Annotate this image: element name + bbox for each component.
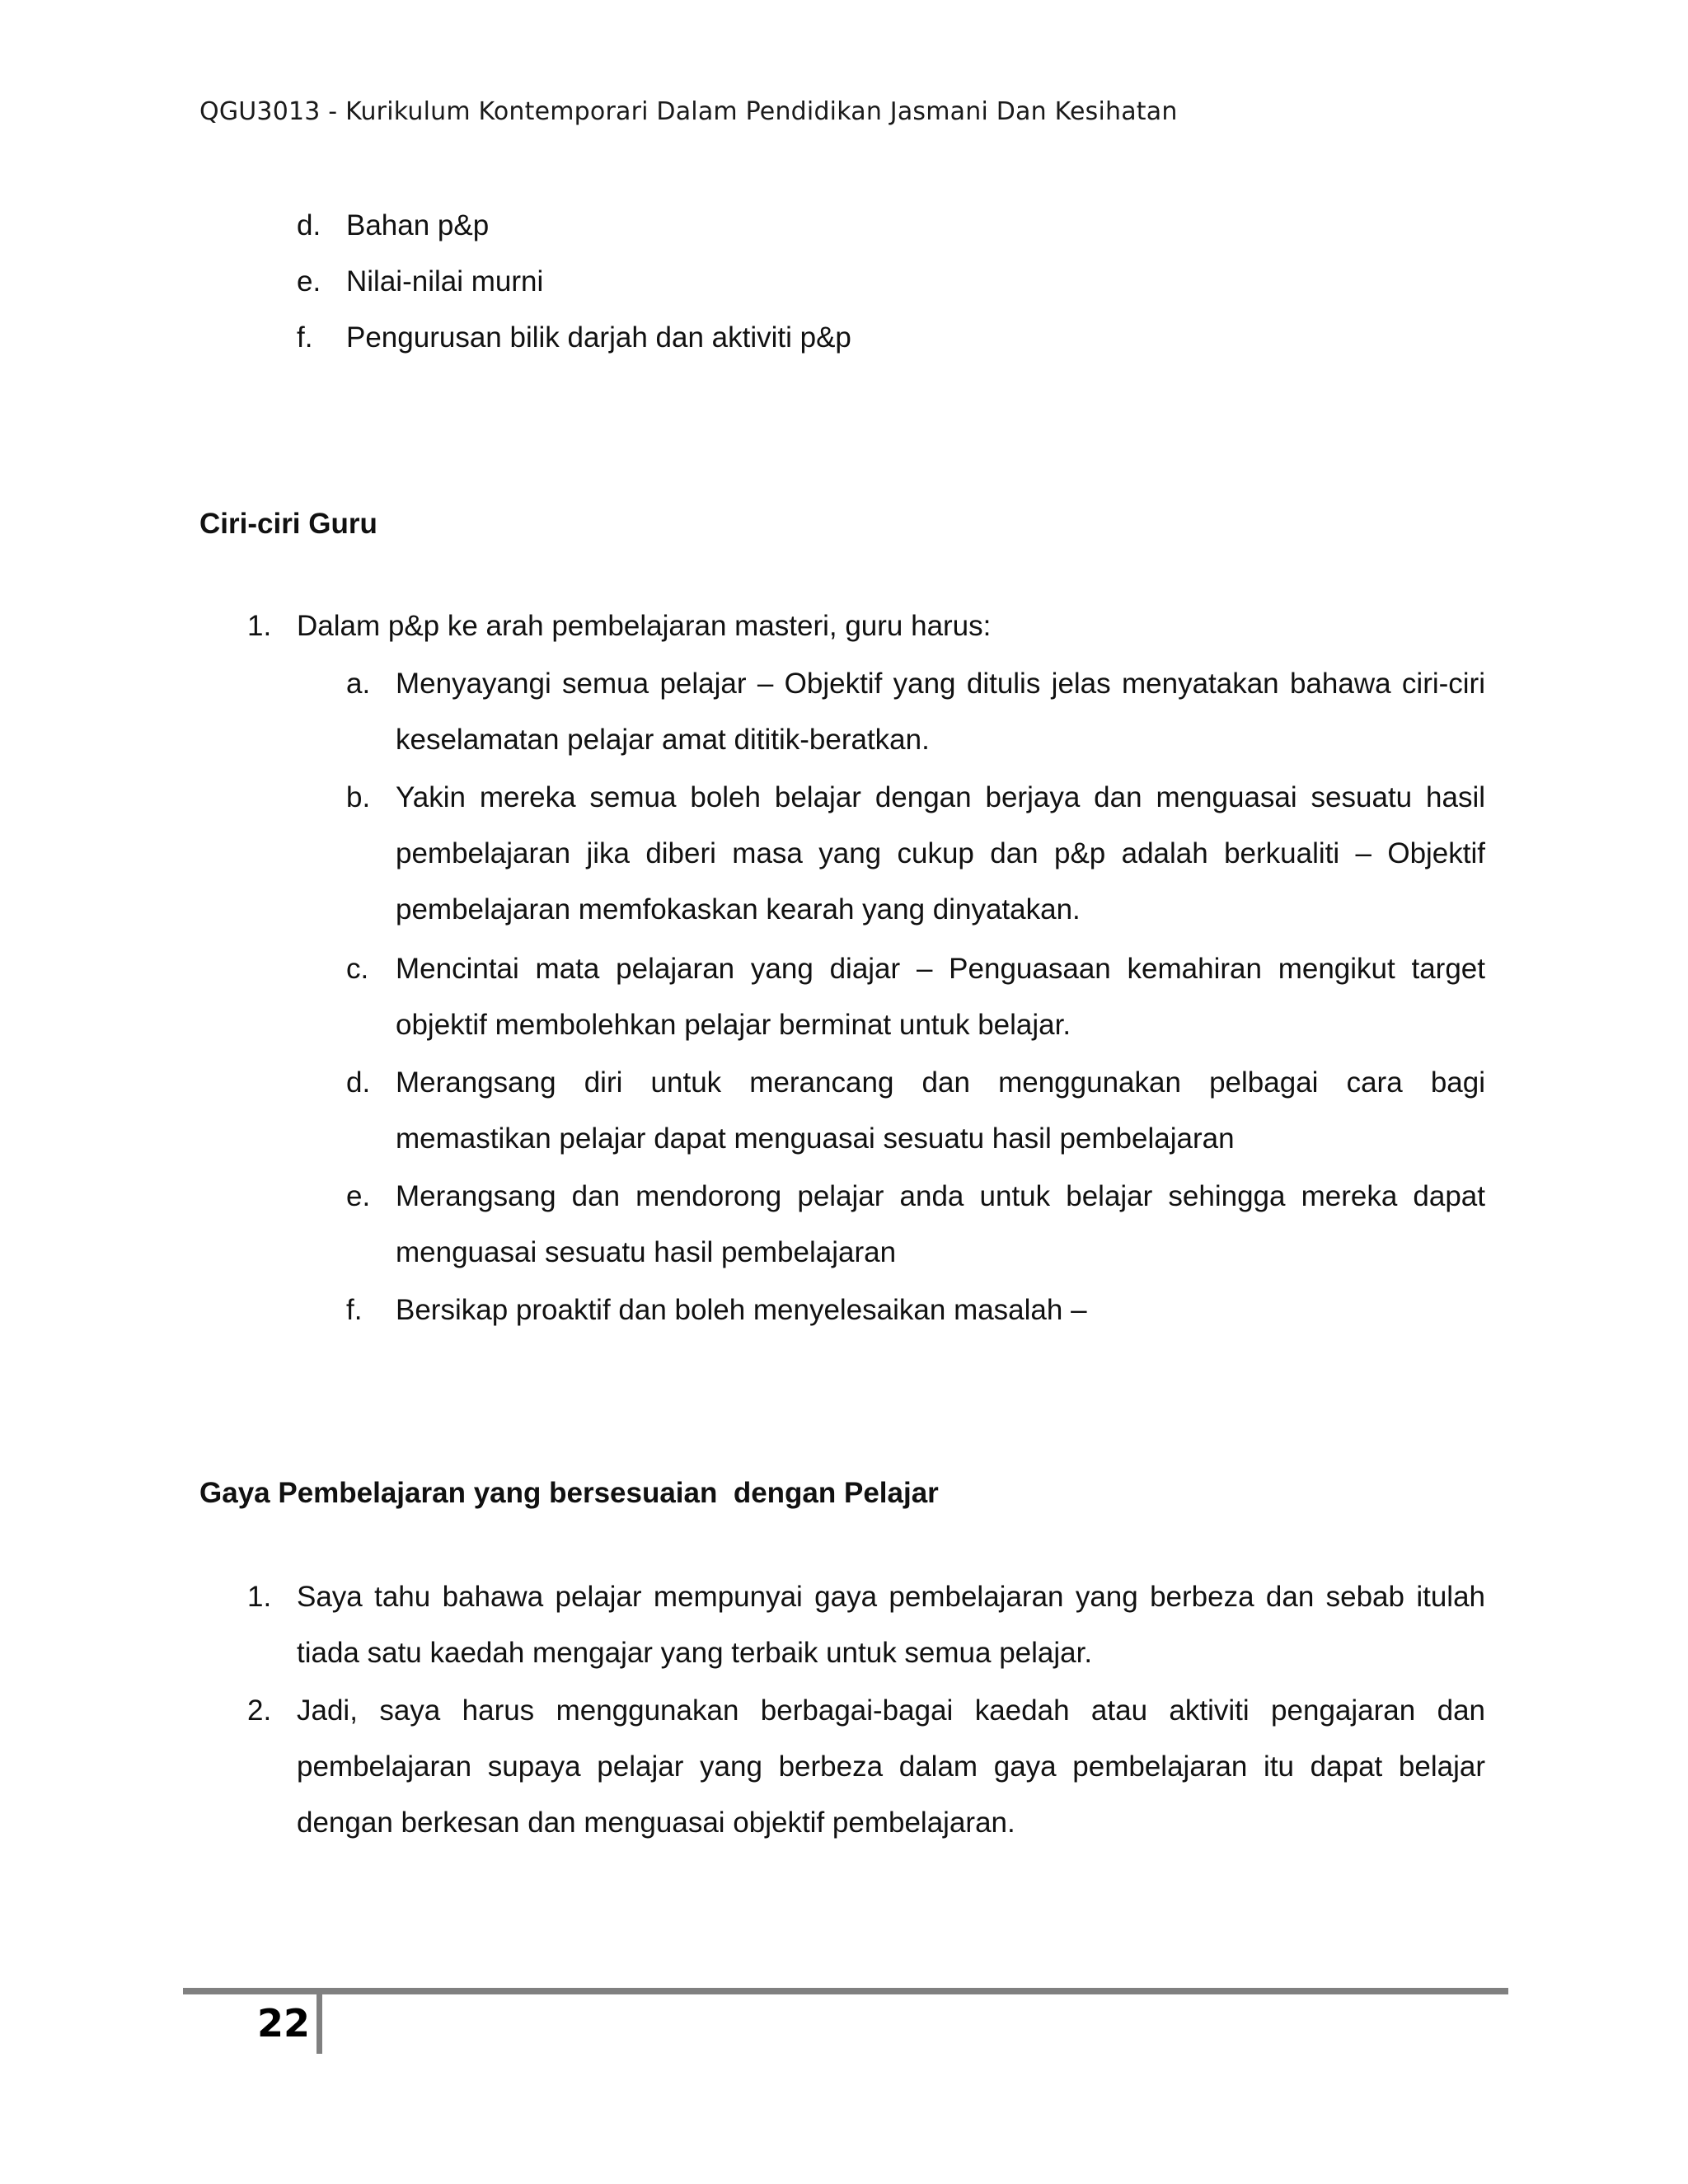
list-marker: a. [346,668,371,700]
list-marker: d. [297,209,321,241]
numbered-item [247,1683,1485,1851]
list-item [297,310,851,366]
list-item-text: Bahan p&p [346,209,490,241]
list-item-text: Nilai-nilai murni [346,265,544,298]
list-marker: 1. [247,610,272,642]
list-item-text: Pengurusan bilik darjah dan aktiviti p&p [346,321,851,354]
numbered-item [247,1569,1485,1681]
list-item-text: Yakin mereka semua boleh belajar dengan berjaya dan menguasai sesuatu hasil pembelajaran jika diberi masa yang cukup dan p&p adalah berkualiti – Objektif pembelajaran memfokaskan kearah yang dinyatakan. [396,781,1485,926]
list-marker: b. [346,781,371,813]
footer-vertical-divider [316,1993,322,2054]
section-heading-gaya-pembelajaran: Gaya Pembelajaran yang bersesuaian dengan Pelajar [199,1477,939,1509]
sub-list-item [346,1169,1485,1281]
list-item [297,198,489,254]
list-marker: e. [346,1180,371,1212]
list-marker: f. [346,1294,363,1326]
list-item-text: Merangsang diri untuk merancang dan menggunakan pelbagai cara bagi memastikan pelajar dapat menguasai sesuatu hasil pembelajaran [396,1066,1485,1155]
list-marker: 2. [247,1694,272,1727]
list-item-text: Mencintai mata pelajaran yang diajar – Penguasaan kemahiran mengikut target objektif membolehkan pelajar berminat untuk belajar. [396,953,1485,1041]
sub-list-item [346,770,1485,938]
list-item-text: Menyayangi semua pelajar – Objektif yang ditulis jelas menyatakan bahawa ciri-ciri keselamatan pelajar amat dititik-beratkan. [396,668,1485,756]
list-item-text: Dalam p&p ke arah pembelajaran masteri, guru harus: [297,610,992,642]
list-marker: e. [297,265,321,298]
list-marker: 1. [247,1581,272,1613]
numbered-item [247,598,991,654]
page-number: 22 [257,2001,311,2046]
list-item-text: Jadi, saya harus menggunakan berbagai-bagai kaedah atau aktiviti pengajaran dan pembelajaran supaya pelajar yang berbeza dalam gaya pembelajaran itu dapat belajar dengan berkesan dan menguasai objektif pembelajaran. [297,1694,1485,1839]
sub-list-item [346,656,1485,768]
sub-list-item [346,1055,1485,1167]
sub-list-item [346,941,1485,1053]
sub-list-item [346,1282,1485,1338]
list-item-text: Merangsang dan mendorong pelajar anda untuk belajar sehingga mereka dapat menguasai sesuatu hasil pembelajaran [396,1180,1485,1268]
running-header: QGU3013 - Kurikulum Kontemporari Dalam Pendidikan Jasmani Dan Kesihatan [199,97,1178,126]
list-item-text: Bersikap proaktif dan boleh menyelesaikan masalah – [396,1294,1087,1326]
list-marker: c. [346,953,369,985]
list-marker: f. [297,321,313,354]
section-heading-ciri-ciri-guru: Ciri-ciri Guru [199,508,377,540]
footer-divider [183,1988,1508,1994]
list-item [297,254,543,310]
list-marker: d. [346,1066,371,1099]
list-item-text: Saya tahu bahawa pelajar mempunyai gaya pembelajaran yang berbeza dan sebab itulah tiada satu kaedah mengajar yang terbaik untuk semua pelajar. [297,1581,1485,1669]
